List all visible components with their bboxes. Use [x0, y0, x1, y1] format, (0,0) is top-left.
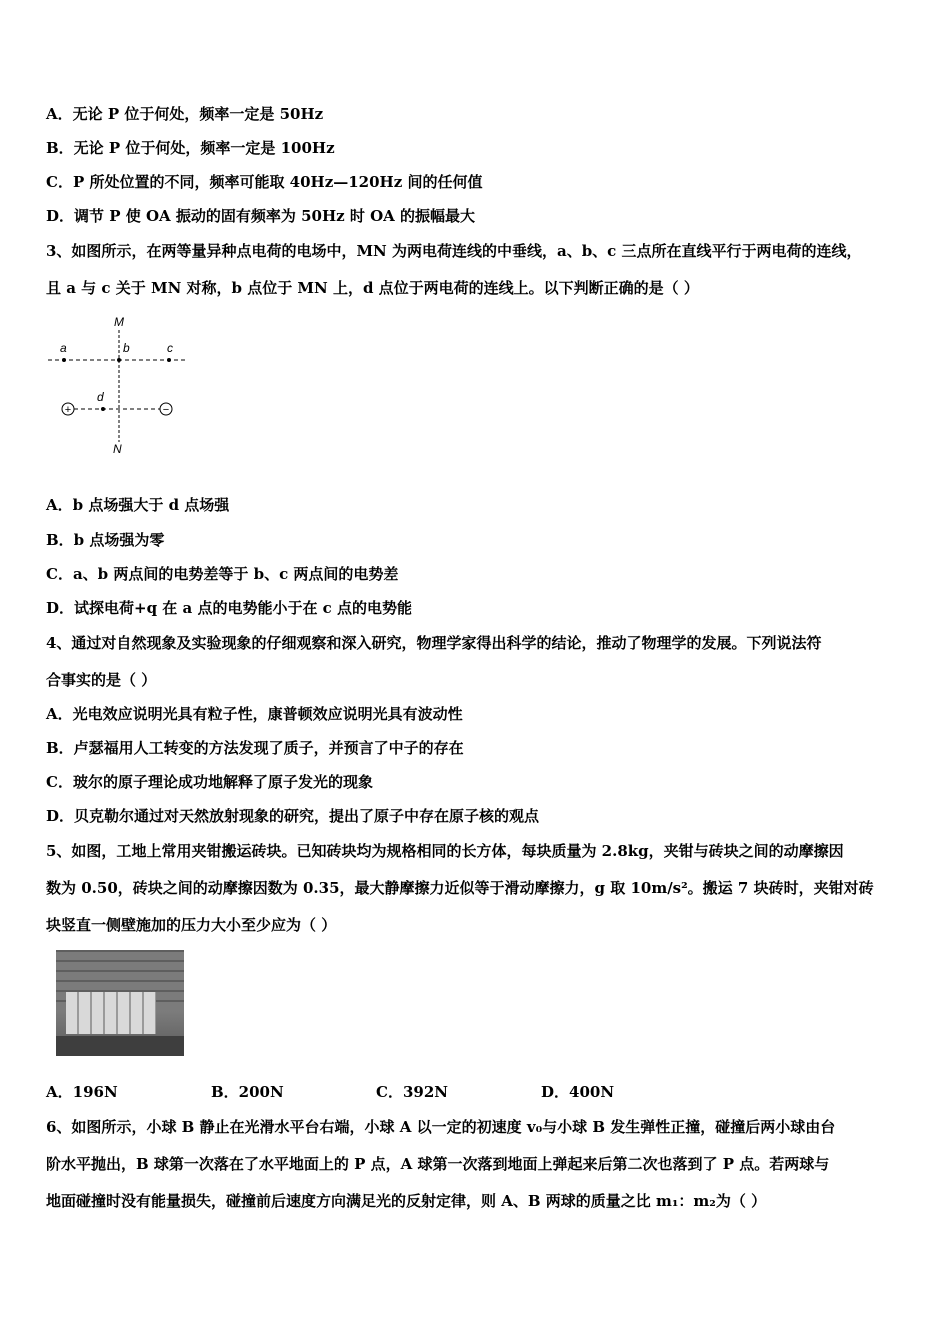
- label-b: b: [123, 341, 130, 355]
- q2-option-a: A．无论 P 位于何处，频率一定是 50Hz: [46, 105, 324, 123]
- q6-stem-line1: 6、如图所示，小球 B 静止在光滑水平台右端，小球 A 以一定的初速度 v₀与小球 B 发生弹性正撞，碰撞后两小球由台: [46, 1118, 836, 1136]
- q5-option-c: C．392N: [376, 1083, 448, 1101]
- q4-option-b: B．卢瑟福用人工转变的方法发现了质子，并预言了中子的存在: [46, 739, 464, 757]
- point-b: [117, 358, 121, 362]
- q5-option-d: D．400N: [541, 1083, 615, 1101]
- label-c: c: [167, 341, 173, 355]
- label-m: M: [114, 315, 124, 329]
- ground: [56, 1036, 184, 1056]
- q4-stem-line2: 合事实的是（ ）: [46, 671, 157, 689]
- q3-option-c: C．a、b 两点间的电势差等于 b、c 两点间的电势差: [46, 565, 399, 583]
- point-a: [62, 358, 66, 362]
- q5-option-b: B．200N: [211, 1083, 284, 1101]
- label-n: N: [113, 442, 122, 456]
- q4-option-a: A．光电效应说明光具有粒子性，康普顿效应说明光具有波动性: [46, 705, 463, 723]
- q4-option-d: D．贝克勒尔通过对天然放射现象的研究，提出了原子中存在原子核的观点: [46, 807, 540, 825]
- q5-option-a: A．196N: [46, 1083, 118, 1101]
- charge-plus-sign: +: [64, 404, 72, 416]
- q5-stem-line3: 块竖直一侧壁施加的压力大小至少应为（ ）: [46, 916, 337, 934]
- brick-clamp-photo: [56, 950, 184, 1056]
- q2-option-d: D．调节 P 使 OA 振动的固有频率为 50Hz 时 OA 的振幅最大: [46, 207, 476, 225]
- q6-stem-line2: 阶水平抛出，B 球第一次落在了水平地面上的 P 点，A 球第一次落到地面上弹起来后第二次也落到了 P 点。若两球与: [46, 1155, 830, 1173]
- q2-option-c: C．P 所处位置的不同，频率可能取 40Hz—120Hz 间的任何值: [46, 173, 483, 191]
- label-d: d: [97, 390, 104, 404]
- q3-stem-line1: 3、如图所示，在两等量异种点电荷的电场中，MN 为两电荷连线的中垂线，a、b、c 三点所在直线平行于两电荷的连线，: [46, 242, 862, 260]
- q3-stem-line2: 且 a 与 c 关于 MN 对称，b 点位于 MN 上，d 点位于两电荷的连线上。以下判断正确的是（ ）: [46, 279, 699, 297]
- label-a: a: [60, 341, 67, 355]
- q3-option-a: A．b 点场强大于 d 点场强: [46, 496, 230, 514]
- clamped-bricks: [66, 992, 156, 1034]
- q6-stem-line3: 地面碰撞时没有能量损失，碰撞前后速度方向满足光的反射定律，则 A、B 两球的质量之比 m₁：m₂为（ ）: [46, 1192, 767, 1210]
- q2-option-b: B．无论 P 位于何处，频率一定是 100Hz: [46, 139, 335, 157]
- q4-stem-line1: 4、通过对自然现象及实验现象的仔细观察和深入研究，物理学家得出科学的结论，推动了物理学的发展。下列说法符: [46, 634, 822, 652]
- q3-field-figure: [46, 312, 196, 462]
- q3-option-d: D．试探电荷+q 在 a 点的电势能小于在 c 点的电势能: [46, 599, 413, 617]
- q4-option-c: C．玻尔的原子理论成功地解释了原子发光的现象: [46, 773, 373, 791]
- point-d: [101, 407, 105, 411]
- q5-stem-line1: 5、如图，工地上常用夹钳搬运砖块。已知砖块均为规格相同的长方体，每块质量为 2.8kg，夹钳与砖块之间的动摩擦因: [46, 842, 844, 860]
- charge-minus-sign: −: [162, 404, 170, 416]
- q3-option-b: B．b 点场强为零: [46, 531, 165, 549]
- q5-stem-line2: 数为 0.50，砖块之间的动摩擦因数为 0.35，最大静摩擦力近似等于滑动摩擦力，g 取 10m/s²。搬运 7 块砖时，夹钳对砖: [46, 879, 874, 897]
- point-c: [167, 358, 171, 362]
